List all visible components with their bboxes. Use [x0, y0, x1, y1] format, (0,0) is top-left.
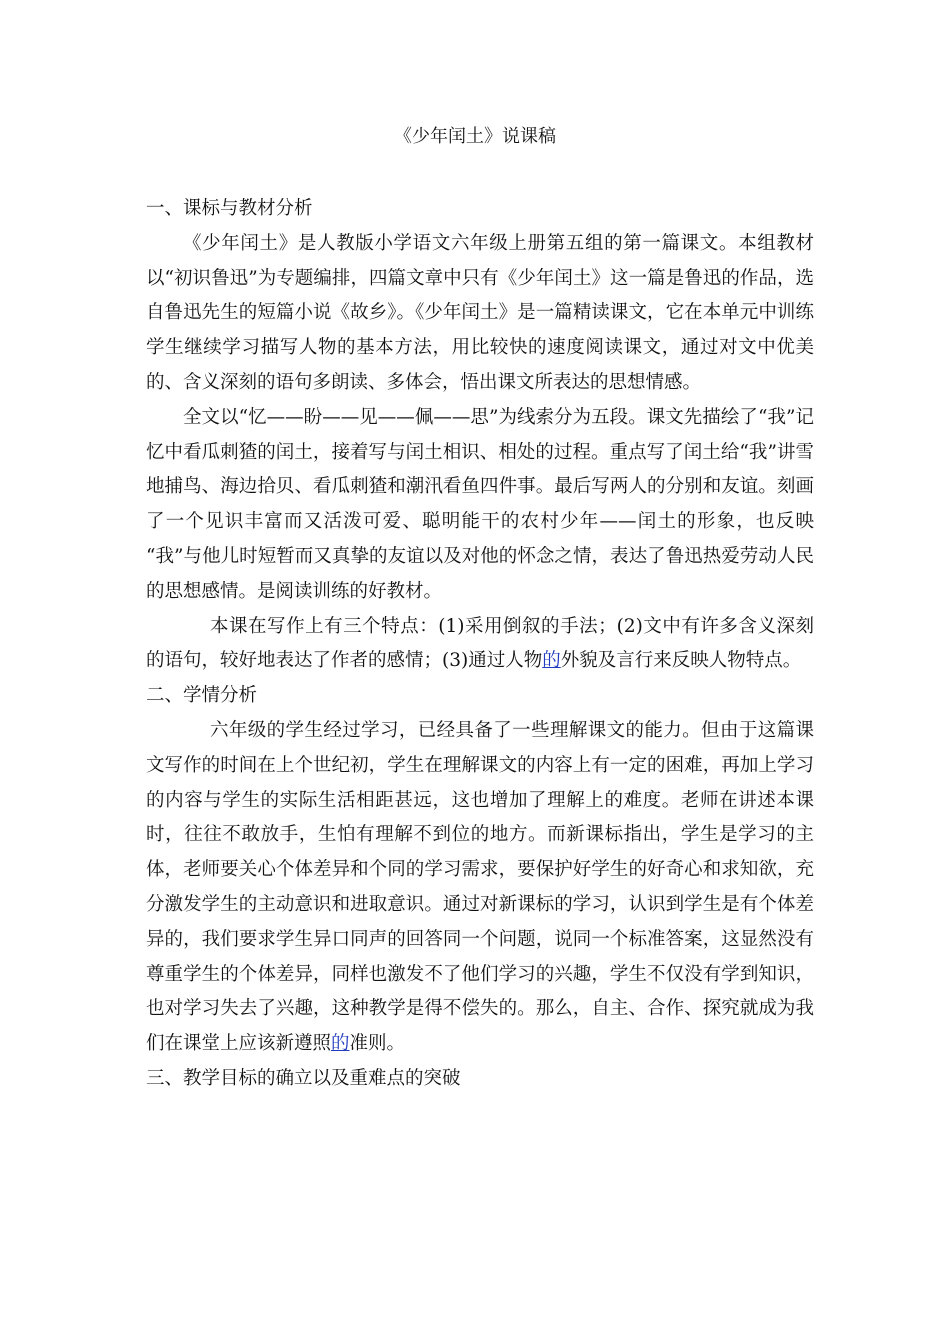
paragraph-text: 六年级的学生经过学习，已经具备了一些理解课文的能力。但由于这篇课文写作的时间在上个世纪初，学生在理解课文的内容上有一定的困难，再加上学习的内容与学生的实际生活相距甚远，这也增加了理解上的难度。老师在讲述本课时，往往不敢放手，生怕有理解不到位的地方。而新课标指出，学生是学习的主体，老师要关心个体差异和个同的学习需求，要保护好学生的好奇心和求知欲，充分激发学生的主动意识和进取意识。通过对新课标的学习，认识到学生是有个体差异的，我们要求学生异口同声的回答同一个问题，说同一个标准答案，这显然没有尊重学生的个体差异，同样也激发不了他们学习的兴趣，学生不仅没有学到知识，也对学习失去了兴趣，这种教学是得不偿失的。那么，自主、合作、探究就成为我们在课堂上应该新遵照 — [146, 719, 814, 1055]
hyperlink[interactable]: 的 — [542, 650, 561, 672]
section-heading-1: 一、课标与教材分析 — [146, 198, 313, 219]
paragraph-text: 本课在写作上有三个特点：(1)采用倒叙的手法；(2)文中有许多含义深刻的语句，较好地表达了作者的感情；(3)通过人物 — [146, 615, 814, 672]
section-2-paragraph-1 — [146, 714, 814, 1062]
paragraph-text: 外貌及言行来反映人物特点。 — [560, 650, 802, 672]
section-1-paragraph-2: 全文以“忆——盼——见——佩——思”为线索分为五段。课文先描绘了“我”记忆中看瓜刺猹的闰土，接着写与闰土相识、相处的过程。重点写了闰土给“我”讲雪地捕鸟、海边拾贝、看瓜刺猹和潮汛看鱼四件事。最后写两人的分别和友谊。刻画了一个见识丰富而又活泼可爱、聪明能干的农村少年——闰土的形象，也反映 “我”与他儿时短暂而又真挚的友谊以及对他的怀念之情，表达了鲁迅热爱劳动人民的思想感情。是阅读训练的好教材。 — [146, 406, 814, 602]
document-body — [146, 192, 814, 1097]
paragraph-text: 准则。 — [349, 1033, 406, 1055]
section-1-paragraph-3 — [146, 610, 814, 680]
section-heading-2: 二、学情分析 — [146, 685, 258, 707]
hyperlink[interactable]: 的 — [331, 1033, 350, 1055]
section-1-paragraph-1: 《少年闰土》是人教版小学语文六年级上册第五组的第一篇课文。本组教材以“初识鲁迅”为专题编排，四篇文章中只有《少年闰土》这一篇是鲁迅的作品，选自鲁迅先生的短篇小说《故乡》。《少年闰土》是一篇精读课文，它在本单元中训练学生继续学习描写人物的基本方法，用比较快的速度阅读课文，通过对文中优美的、含义深刻的语句多朗读、多体会，悟出课文所表达的思想情感。 — [146, 232, 814, 393]
section-heading-3: 三、教学目标的确立以及重难点的突破 — [146, 1067, 461, 1089]
document-title: 《少年闰土》说课稿 — [394, 126, 556, 147]
